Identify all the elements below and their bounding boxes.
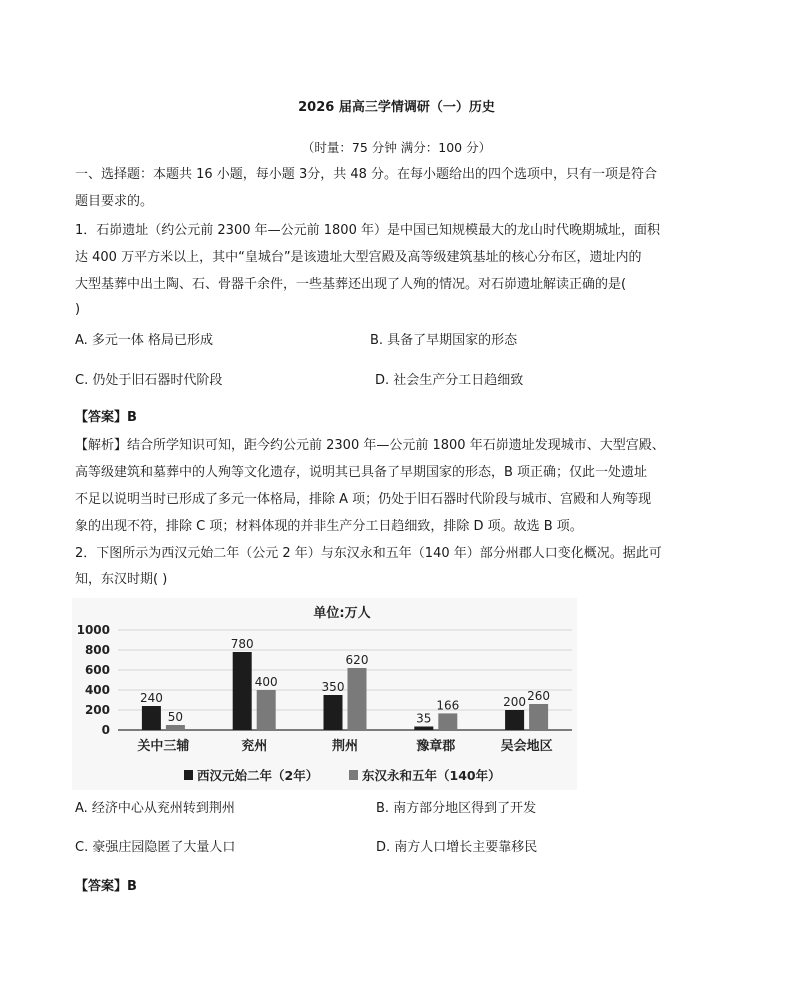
y-tick-label: 600: [84, 663, 110, 677]
q1-option-d: D. 社会生产分工日趋细致: [375, 373, 524, 388]
data-label: 240: [139, 691, 163, 705]
data-label: 260: [527, 689, 551, 703]
q1-analysis-line-4: 象的出现不符，排除 C 项；材料体现的并非生产分工日趋细致，排除 D 项。故选 B 项。: [75, 519, 583, 534]
x-tick-label: 豫章郡: [416, 739, 456, 754]
chart-title: 单位:万人: [313, 606, 371, 621]
q2-option-b: B. 南方部分地区得到了开发: [376, 801, 537, 816]
bar-donghan: [438, 713, 457, 730]
q1-analysis-line-3: 不足以说明当时已形成了多元一体格局，排除 A 项；仍处于旧石器时代阶段与城市、宫殿和人殉等现: [75, 492, 652, 507]
exam-info: （时量：75 分钟 满分：100 分）: [301, 140, 492, 155]
page-title: 2026 届高三学情调研（一）历史: [298, 100, 495, 115]
q1-option-a: A. 多元一体 格局已形成: [75, 333, 214, 348]
legend-label: 东汉永和五年（140年）: [362, 768, 501, 783]
population-chart: [72, 598, 577, 790]
bar-xihan: [142, 706, 161, 730]
q1-analysis-line-2: 高等级建筑和墓葬中的人殉等文化遗存，说明其已具备了早期国家的形态，B 项正确；仅此一处遗址: [75, 465, 648, 480]
y-tick-label: 1000: [76, 623, 110, 637]
q1-analysis-line-1: 【解析】结合所学知识可知，距今约公元前 2300 年—公元前 1800 年石峁遗址发现城市、大型宫殿、: [75, 438, 665, 453]
q1-stem-line-2: 达 400 万平方米以上，其中“皇城台”是该遗址大型宫殿及高等级建筑基址的核心分布区，遗址内的: [75, 250, 642, 265]
bar-donghan: [166, 725, 185, 730]
q2-stem-line-2: 知，东汉时期( ): [75, 572, 168, 587]
data-label: 620: [345, 653, 369, 667]
bar-donghan: [529, 704, 548, 730]
q1-answer: 【答案】B: [75, 410, 137, 425]
x-tick-label: 兖州: [241, 739, 268, 754]
x-tick-label: 关中三辅: [137, 739, 190, 754]
data-label: 200: [503, 695, 527, 709]
q2-option-d: D. 南方人口增长主要靠移民: [376, 840, 538, 855]
q2-option-c: C. 豪强庄园隐匿了大量人口: [75, 840, 236, 855]
x-tick-label: 吴会地区: [500, 739, 553, 754]
population-chart-svg: [72, 598, 577, 790]
data-label: 350: [321, 680, 345, 694]
q1-stem-line-1: 1．石峁遗址（约公元前 2300 年—公元前 1800 年）是中国已知规模最大的龙山时代晚期城址，面积: [75, 223, 660, 238]
section-intro-line-1: 一、选择题：本题共 16 小题，每小题 3分，共 48 分。在每小题给出的四个选项中，只有一项是符合: [75, 167, 658, 182]
bar-donghan: [257, 690, 276, 730]
section-intro-line-2: 题目要求的。: [75, 194, 154, 209]
bar-xihan: [233, 652, 252, 730]
q1-option-c: C. 仍处于旧石器时代阶段: [75, 373, 223, 388]
q1-stem-line-4: ): [75, 302, 81, 317]
y-tick-label: 800: [84, 643, 110, 657]
q2-answer: 【答案】B: [75, 879, 137, 894]
q1-option-b: B. 具备了早期国家的形态: [370, 333, 518, 348]
data-label: 166: [436, 698, 460, 713]
x-tick-label: 荆州: [331, 739, 359, 754]
q2-stem-line-1: 2．下图所示为西汉元始二年（公元 2 年）与东汉永和五年（140 年）部分州郡人口变化概况。据此可: [75, 546, 662, 561]
q1-stem-line-3: 大型基葬中出土陶、石、骨器千余件，一些基葬还出现了人殉的情况。对石峁遗址解读正确的是(: [75, 277, 627, 292]
bar-donghan: [348, 668, 367, 730]
legend-swatch: [349, 770, 358, 780]
legend-label: 西汉元始二年（2年）: [197, 768, 319, 783]
data-label: 400: [254, 675, 278, 689]
legend-swatch: [184, 770, 193, 780]
y-tick-label: 0: [101, 723, 110, 737]
data-label: 780: [230, 637, 254, 651]
q2-option-a: A. 经济中心从兖州转到荆州: [75, 801, 235, 816]
y-tick-label: 400: [84, 683, 110, 697]
bar-xihan: [414, 727, 433, 731]
y-tick-label: 200: [84, 703, 110, 717]
data-label: 50: [167, 710, 184, 724]
bar-xihan: [324, 695, 343, 730]
bar-xihan: [505, 710, 524, 730]
data-label: 35: [416, 711, 432, 726]
